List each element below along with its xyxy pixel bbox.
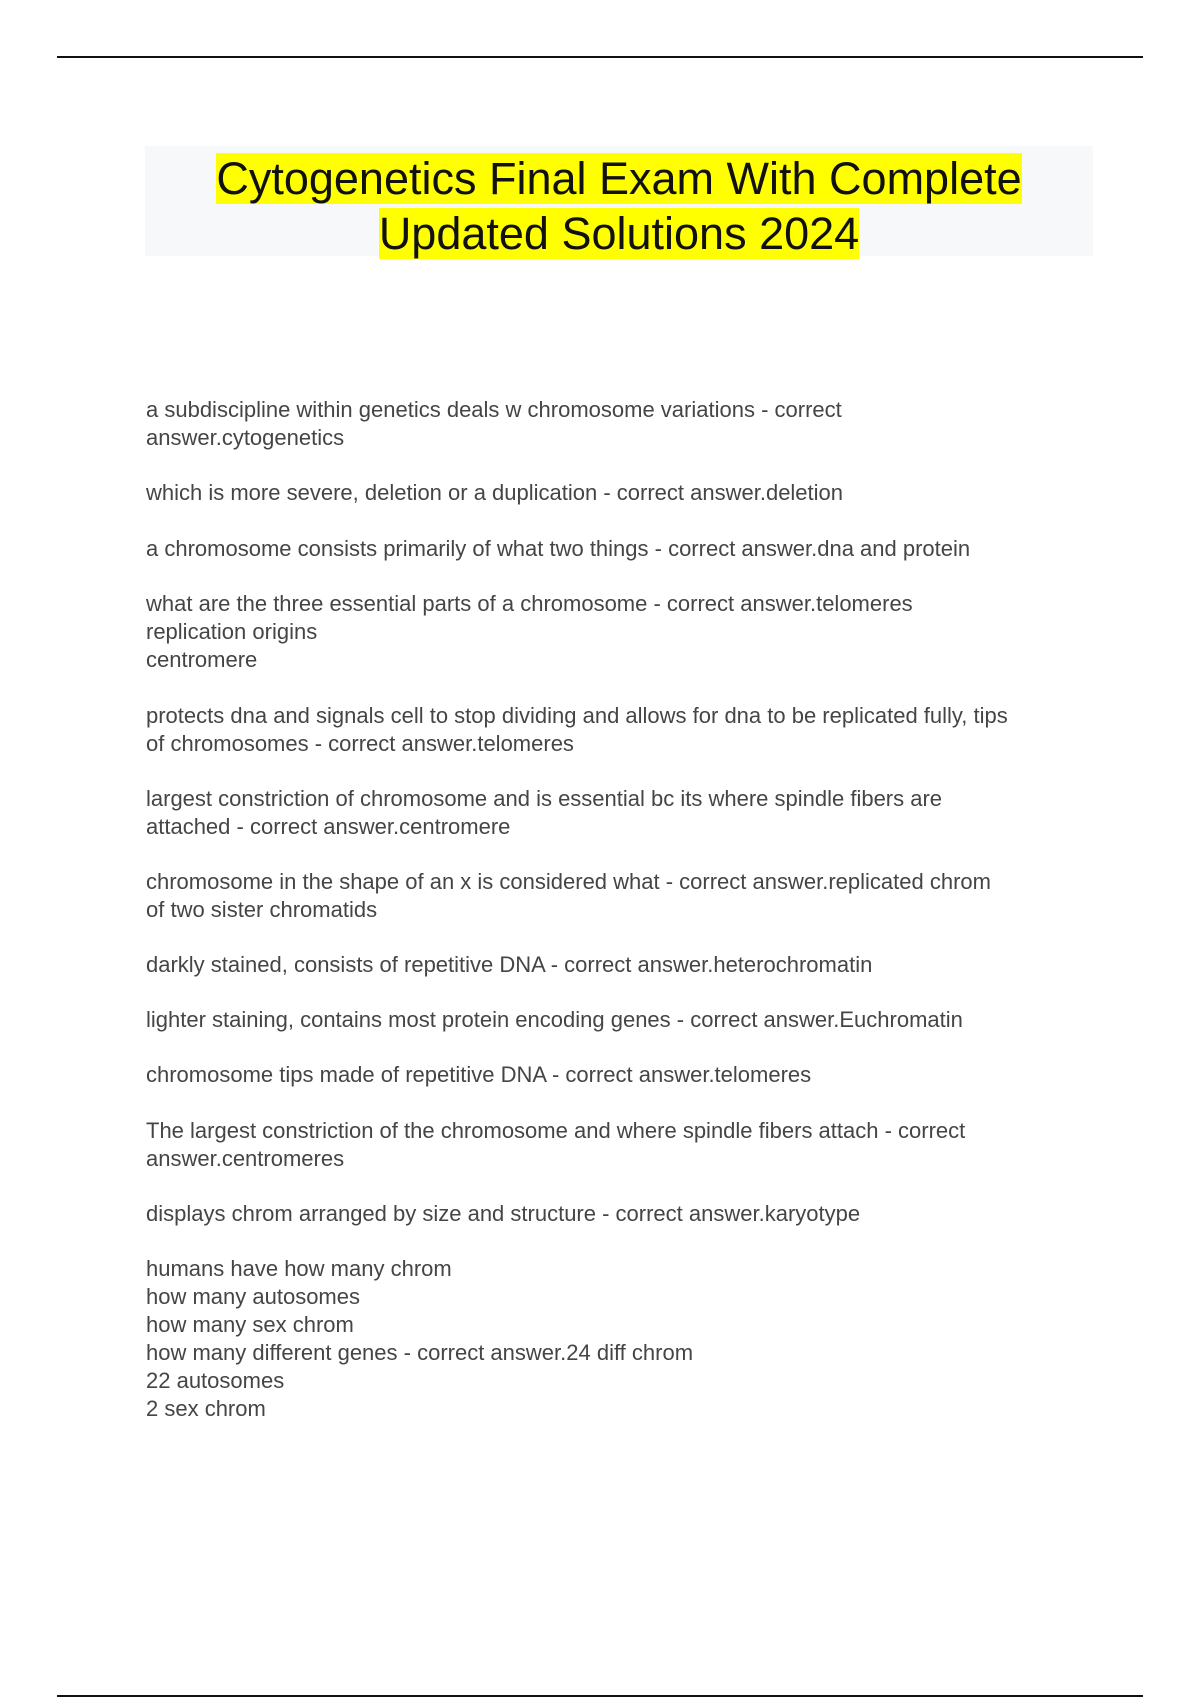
document-title	[145, 146, 1093, 261]
qa-item: chromosome tips made of repetitive DNA - correct answer.telomeres	[146, 1062, 812, 1087]
title-banner	[145, 146, 1093, 259]
qa-item: humans have how many chrom how many autosomes how many sex chrom how many different genes - correct answer.24 diff chrom 22 autosomes 2 sex chrom	[146, 1256, 694, 1421]
title-line-2: Updated Solutions 2024	[378, 208, 860, 259]
qa-item: darkly stained, consists of repetitive DNA - correct answer.heterochromatin	[146, 952, 873, 977]
top-rule	[57, 56, 1143, 58]
title-line-1: Cytogenetics Final Exam With Complete	[216, 153, 1022, 204]
qa-item: displays chrom arranged by size and structure - correct answer.karyotype	[146, 1201, 861, 1226]
qa-item: chromosome in the shape of an x is considered what - correct answer.replicated chrom of two sister chromatids	[146, 869, 991, 922]
qa-item: what are the three essential parts of a chromosome - correct answer.telomeres replication origins centromere	[146, 591, 913, 672]
qa-list	[146, 396, 1096, 1423]
qa-item: a chromosome consists primarily of what two things - correct answer.dna and protein	[146, 536, 971, 561]
qa-item: protects dna and signals cell to stop dividing and allows for dna to be replicated fully, tips of chromosomes - correct answer.telomeres	[146, 703, 1008, 756]
qa-item: largest constriction of chromosome and is essential bc its where spindle fibers are attached - correct answer.centromere	[146, 786, 943, 839]
qa-item: lighter staining, contains most protein encoding genes - correct answer.Euchromatin	[146, 1007, 963, 1032]
qa-item: a subdiscipline within genetics deals w chromosome variations - correct answer.cytogenetics	[146, 397, 842, 450]
bottom-rule	[57, 1695, 1143, 1697]
qa-item: The largest constriction of the chromosome and where spindle fibers attach - correct answer.centromeres	[146, 1118, 966, 1171]
qa-item: which is more severe, deletion or a duplication - correct answer.deletion	[146, 480, 844, 505]
